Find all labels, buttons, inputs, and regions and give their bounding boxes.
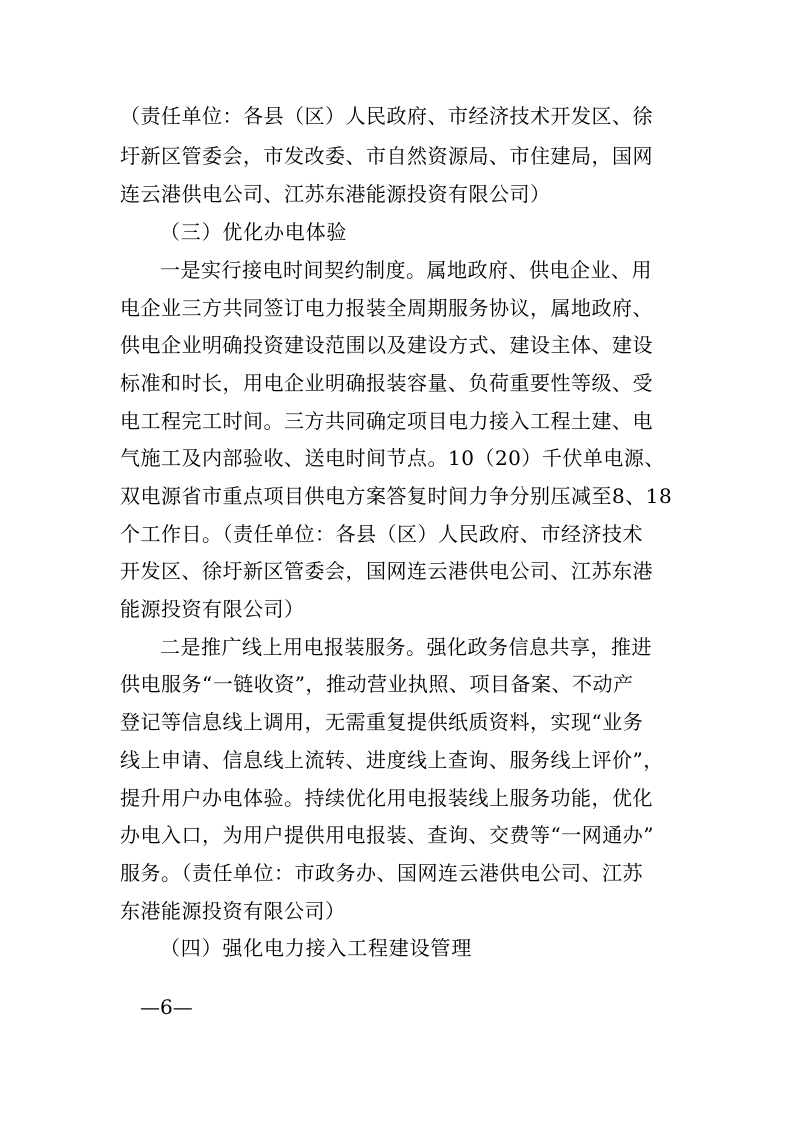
body-line: （责任单位：各县（区）人民政府、市经济技术开发区、徐 bbox=[120, 104, 653, 128]
body-line: 供电服务“一链收资”，推动营业执照、项目备案、不动产 bbox=[120, 672, 634, 696]
body-line: 双电源省市重点项目供电方案答复时间力争分别压减至8、18 bbox=[120, 484, 673, 508]
body-line: 一是实行接电时间契约制度。属地政府、供电企业、用 bbox=[160, 258, 652, 282]
body-line: 线上申请、信息线上流转、进度线上查询、服务线上评价”， bbox=[120, 748, 664, 772]
body-line: 登记等信息线上调用，无需重复提供纸质资料，实现“业务 bbox=[120, 710, 644, 734]
body-line: 气施工及内部验收、送电时间节点。10（20）千伏单电源、 bbox=[120, 446, 665, 470]
body-line: 连云港供电公司、江苏东港能源投资有限公司） bbox=[120, 182, 551, 206]
body-line: 二是推广线上用电报装服务。强化政务信息共享，推进 bbox=[160, 635, 652, 659]
body-line: 开发区、徐圩新区管委会，国网连云港供电公司、江苏东港 bbox=[120, 559, 653, 583]
body-line: 办电入口，为用户提供用电报装、查询、交费等“一网通办” bbox=[120, 823, 654, 847]
body-line: 个工作日。（责任单位：各县（区）人民政府、市经济技术 bbox=[120, 522, 643, 546]
body-line: 能源投资有限公司） bbox=[120, 597, 305, 621]
body-line: 东港能源投资有限公司） bbox=[120, 899, 346, 923]
body-line: 标准和时长，用电企业明确报装容量、负荷重要性等级、受 bbox=[120, 371, 653, 395]
body-line: 服务。（责任单位：市政务办、国网连云港供电公司、江苏 bbox=[120, 861, 643, 885]
body-line: 供电企业明确投资建设范围以及建设方式、建设主体、建设 bbox=[120, 333, 653, 357]
page-number: —6— bbox=[140, 995, 193, 1019]
section-heading: （三）优化办电体验 bbox=[160, 220, 348, 244]
body-line: 电企业三方共同签订电力报装全周期服务协议，属地政府、 bbox=[120, 296, 653, 320]
body-line: 提升用户办电体验。持续优化用电报装线上服务功能，优化 bbox=[120, 786, 653, 810]
body-line: 圩新区管委会，市发改委、市自然资源局、市住建局，国网 bbox=[120, 144, 653, 168]
section-heading: （四）强化电力接入工程建设管理 bbox=[160, 936, 472, 960]
body-line: 电工程完工时间。三方共同确定项目电力接入工程土建、电 bbox=[120, 409, 653, 433]
